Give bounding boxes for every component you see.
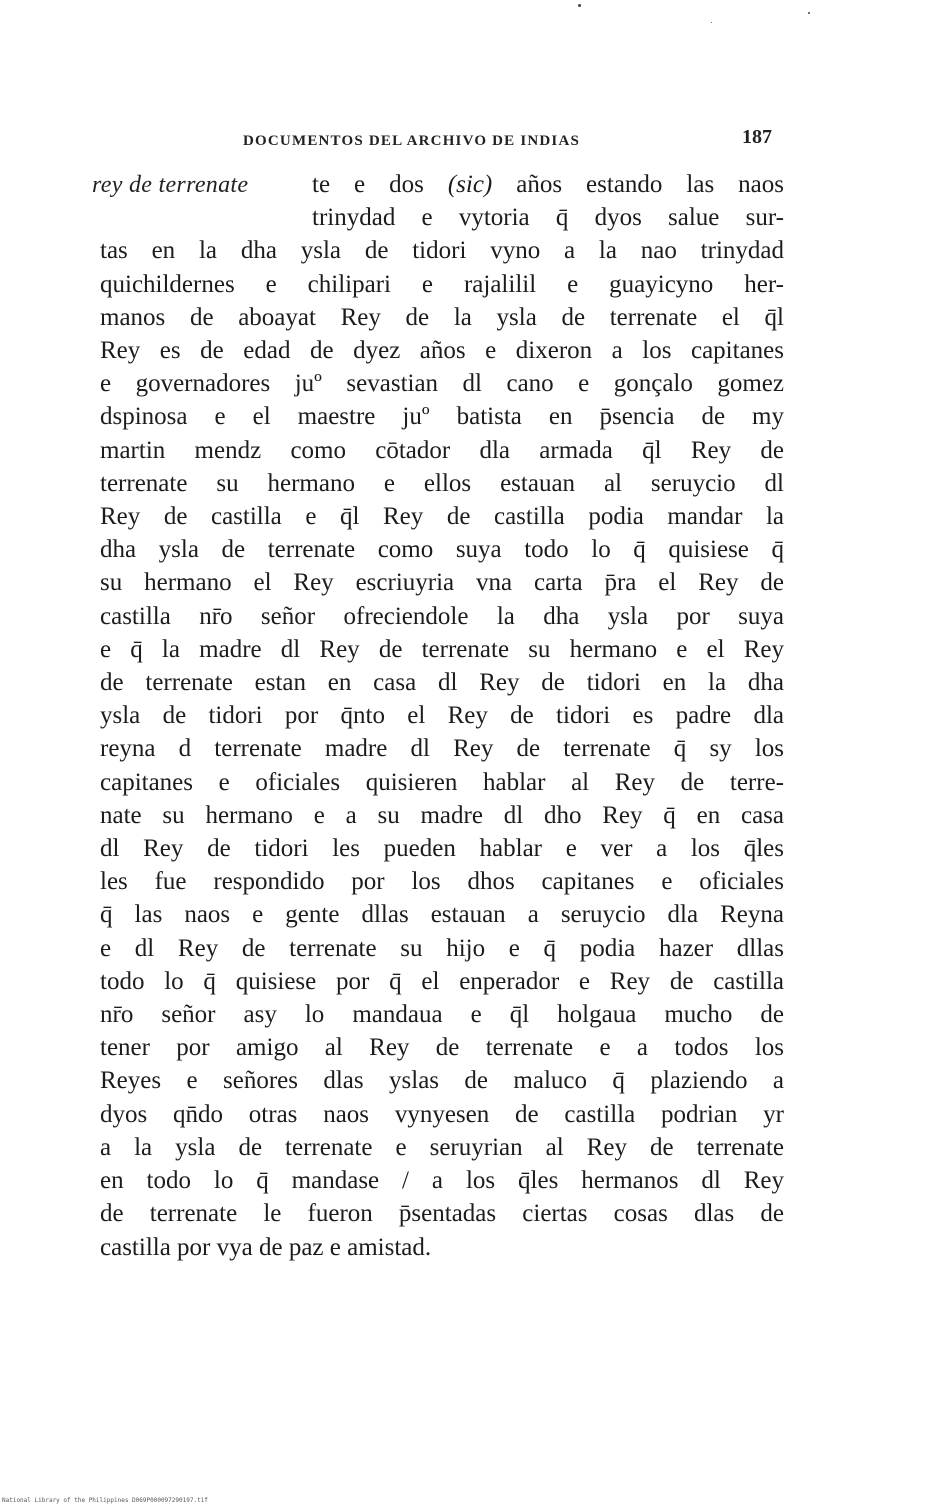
text-line: de terrenate estan en casa dl Rey de tidori en la dha: [100, 669, 784, 697]
text-line: dyos qn̄do otras naos vynyesen de castilla podrian yr: [100, 1100, 784, 1128]
line-1-start: te e dos: [312, 171, 448, 198]
text-line: en todo lo q̄ mandase / a los q̄les hermanos dl Rey: [100, 1167, 784, 1195]
page-number: 187: [742, 126, 772, 148]
scan-speck: [578, 4, 581, 7]
body-text: [100, 168, 784, 1264]
text-line: Rey es de edad de dyez años e dixeron a los capitanes: [100, 337, 784, 365]
text-line: Reyes e señores dlas yslas de maluco q̄ plaziendo a: [100, 1067, 784, 1095]
text-line: ysla de tidori por q̄nto el Rey de tidori es padre dla: [100, 702, 784, 730]
text-line: martin mendz como cōtador dla armada q̄l Rey de: [100, 436, 784, 464]
text-line: tas en la dha ysla de tidori vyno a la nao trinydad: [100, 237, 784, 265]
text-line: capitanes e oficiales quisieren hablar al Rey de terre-: [100, 768, 784, 796]
text-line: e q̄ la madre dl Rey de terrenate su hermano e el Rey: [100, 635, 784, 663]
text-line: castilla nr̄o señor ofreciendole la dha ysla por suya: [100, 602, 784, 630]
text-line: dha ysla de terrenate como suya todo lo q̄ quisiese q̄: [100, 536, 784, 564]
text-line: terrenate su hermano e ellos estauan al seruycio dl: [100, 469, 784, 497]
text-line: a la ysla de terrenate e seruyrian al Rey de terrenate: [100, 1133, 784, 1161]
margin-note: rey de terrenate: [92, 172, 249, 198]
text-line: todo lo q̄ quisiese por q̄ el enperador e Rey de castilla: [100, 967, 784, 995]
running-title: DOCUMENTOS DEL ARCHIVO DE INDIAS: [243, 133, 581, 149]
text-line: quichildernes e chilipari e rajalilil e guayicyno her-: [100, 270, 784, 298]
scan-speck: [808, 12, 810, 14]
text-line: dspinosa e el maestre juº batista en p̄sencia de my: [100, 403, 784, 431]
text-line: q̄ las naos e gente dllas estauan a seruycio dla Reyna: [100, 901, 784, 929]
text-line: reyna d terrenate madre dl Rey de terrenate q̄ sy los: [100, 735, 784, 763]
sic-annotation: (sic): [447, 171, 493, 198]
scan-speck: [711, 22, 712, 23]
text-line: e dl Rey de terrenate su hijo e q̄ podia hazer dllas: [100, 934, 784, 962]
text-line: Rey de castilla e q̄l Rey de castilla podia mandar la: [100, 503, 784, 531]
text-line: nr̄o señor asy lo mandaua e q̄l holgaua mucho de: [100, 1001, 784, 1029]
scan-stamp: National Library of the Philippines D069P000097290197.tif: [2, 1497, 208, 1504]
text-line: nate su hermano e a su madre dl dho Rey q̄ en casa: [100, 801, 784, 829]
text-line: e governadores juº sevastian dl cano e gonçalo gomez: [100, 370, 784, 398]
text-line: de terrenate le fueron p̄sentadas ciertas cosas dlas de: [100, 1200, 784, 1228]
text-line: trinydad e vytoria q̄ dyos salue sur-: [312, 204, 784, 232]
text-line: tener por amigo al Rey de terrenate e a todos los: [100, 1034, 784, 1062]
text-line-1: [100, 168, 784, 201]
text-line-last: castilla por vya de paz e amistad.: [100, 1233, 432, 1261]
text-line: su hermano el Rey escriuyria vna carta p̄ra el Rey de: [100, 569, 784, 597]
line-1-end: años estando las naos: [492, 171, 784, 198]
text-line: dl Rey de tidori les pueden hablar e ver a los q̄les: [100, 835, 784, 863]
text-line: les fue respondido por los dhos capitanes e oficiales: [100, 868, 784, 896]
text-line: manos de aboayat Rey de la ysla de terrenate el q̄l: [100, 303, 784, 331]
